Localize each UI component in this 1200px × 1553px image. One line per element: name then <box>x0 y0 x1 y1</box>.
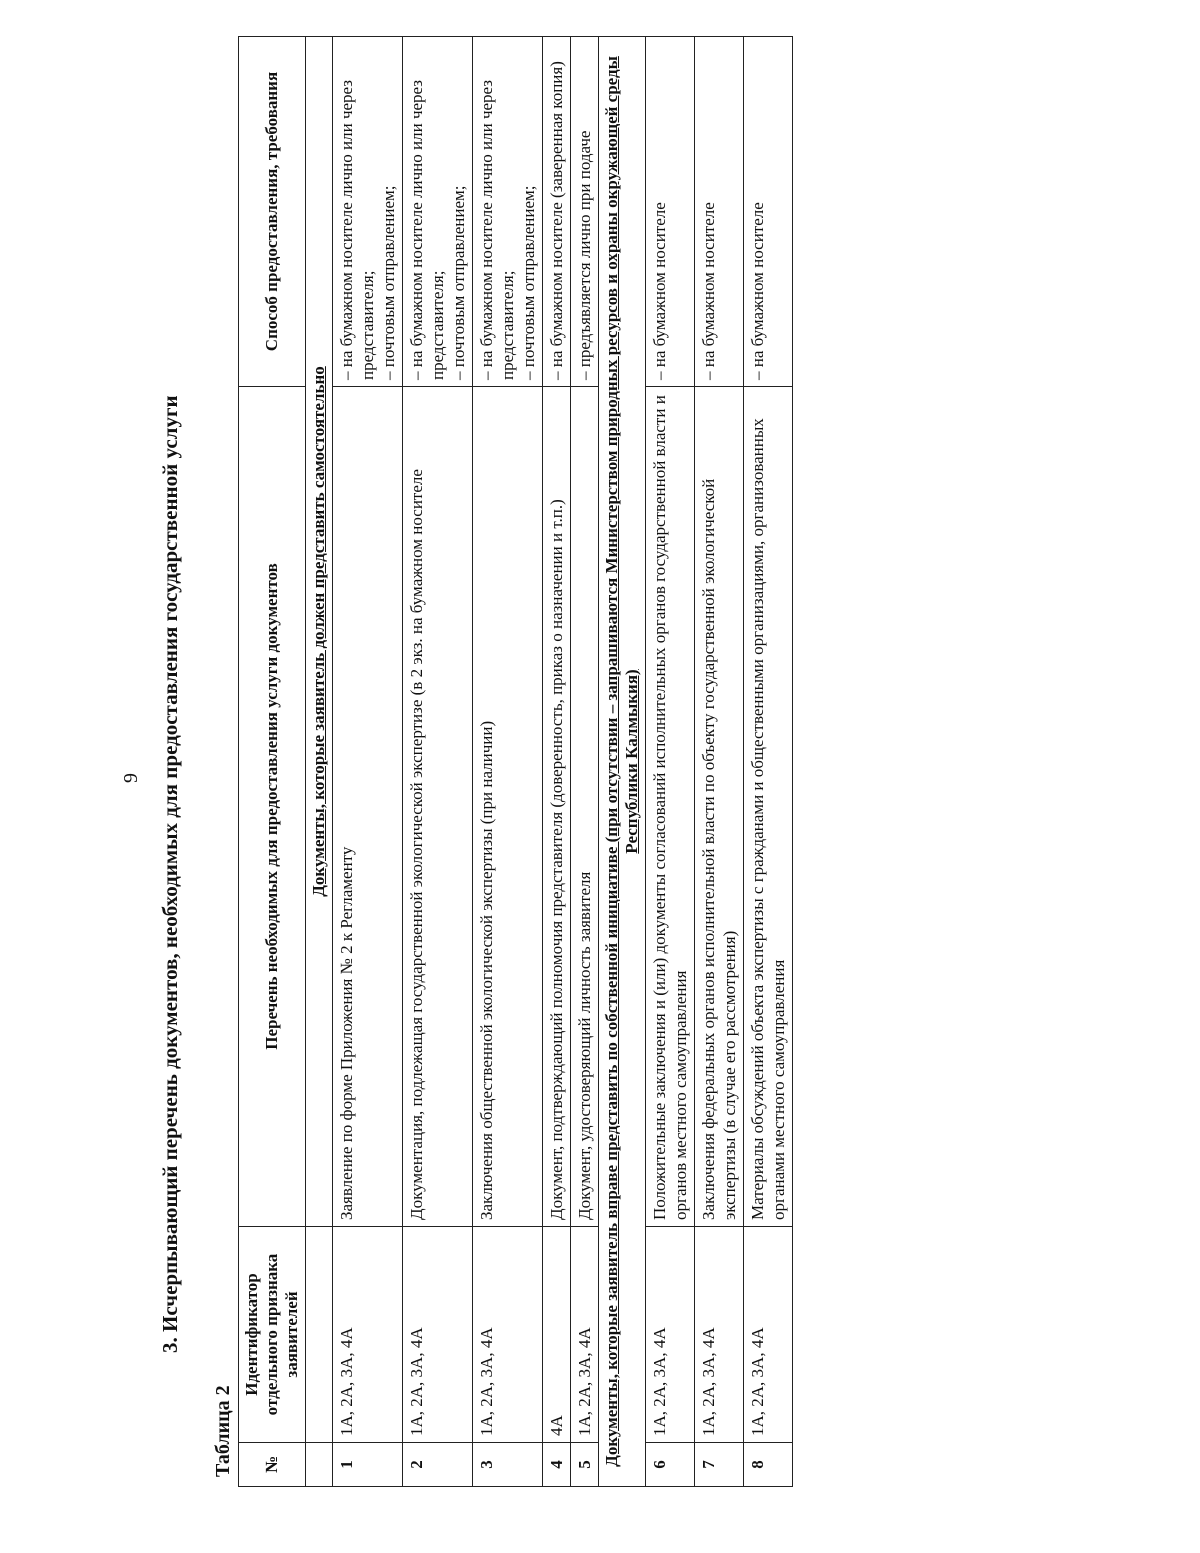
applicant-id-cell: 1А, 2А, 3А, 4А <box>473 1227 543 1443</box>
document-cell: Заявление по форме Приложения № 2 к Регламенту <box>333 387 403 1227</box>
row-number: 4 <box>543 1443 571 1487</box>
method-line: – почтовым отправлением; <box>379 185 398 380</box>
method-cell <box>543 37 571 387</box>
document-cell: Положительные заключения и (или) документы согласований исполнительных органов государственной власти и органов местного самоуправления <box>646 387 695 1227</box>
document-cell: Заключения общественной экологической экспертизы (при наличии) <box>473 387 543 1227</box>
method-line: – на бумажном носителе <box>650 202 669 380</box>
column-header-number: № <box>239 1443 306 1487</box>
document-cell: Документ, удостоверяющий личность заявителя <box>571 387 599 1227</box>
table-caption: Таблица 2 <box>212 1385 234 1477</box>
table-row <box>744 37 793 1487</box>
table-row <box>333 37 403 1487</box>
method-line: – почтовым отправлением; <box>519 185 538 380</box>
table-row <box>473 37 543 1487</box>
method-cell <box>473 37 543 387</box>
row-number: 1 <box>333 1443 403 1487</box>
method-line: – на бумажном носителе лично или через представителя; <box>477 79 517 380</box>
row-number: 8 <box>744 1443 793 1487</box>
row-number: 5 <box>571 1443 599 1487</box>
section-blank-cell <box>306 1227 333 1443</box>
method-cell <box>333 37 403 387</box>
applicant-id-cell: 1А, 2А, 3А, 4А <box>333 1227 403 1443</box>
method-line: – на бумажном носителе лично или через представителя; <box>337 79 377 380</box>
section-header-row <box>599 37 646 1487</box>
applicant-id-cell: 1А, 2А, 3А, 4А <box>695 1227 744 1443</box>
method-cell <box>695 37 744 387</box>
column-header-applicant-id: Идентификатор отдельного признака заявителей <box>239 1227 306 1443</box>
table-row <box>403 37 473 1487</box>
document-cell: Материалы обсуждений объекта экспертизы с гражданами и общественными организациями, организованных органами местного самоуправления <box>744 387 793 1227</box>
row-number: 3 <box>473 1443 543 1487</box>
row-number: 2 <box>403 1443 473 1487</box>
section-header-row <box>306 37 333 1487</box>
page-number: 9 <box>120 773 142 783</box>
row-number: 6 <box>646 1443 695 1487</box>
row-number: 7 <box>695 1443 744 1487</box>
table-header-row <box>239 37 306 1487</box>
documents-table <box>238 36 793 1487</box>
applicant-id-cell: 1А, 2А, 3А, 4А <box>403 1227 473 1443</box>
method-cell <box>403 37 473 387</box>
applicant-id-cell: 1А, 2А, 3А, 4А <box>744 1227 793 1443</box>
method-cell <box>571 37 599 387</box>
method-line: – на бумажном носителе (заверенная копия) <box>547 61 566 380</box>
method-line: – на бумажном носителе <box>699 202 718 380</box>
method-line: – на бумажном носителе <box>748 202 767 380</box>
document-cell: Документация, подлежащая государственной экологической экспертизе (в 2 экз. на бумажном носителе <box>403 387 473 1227</box>
document-cell: Заключения федеральных органов исполнительной власти по объекту государственной экологической экспертизы (в случае его рассмотрения) <box>695 387 744 1227</box>
applicant-id-cell: 1А, 2А, 3А, 4А <box>646 1227 695 1443</box>
table-row <box>695 37 744 1487</box>
method-cell <box>646 37 695 387</box>
page-title: 3. Исчерпывающий перечень документов, необходимых для предоставления государственной услуги <box>158 395 182 1353</box>
section-blank-cell <box>306 1443 333 1487</box>
method-line: – предъявляется лично при подаче <box>575 130 594 380</box>
section-title-mandatory: Документы, которые заявитель должен представить самостоятельно <box>306 37 333 1227</box>
method-cell <box>744 37 793 387</box>
method-line: – на бумажном носителе лично или через представителя; <box>407 79 447 380</box>
column-header-method: Способ предоставления, требования <box>239 37 306 387</box>
applicant-id-cell: 4А <box>543 1227 571 1443</box>
table-row <box>543 37 571 1487</box>
applicant-id-cell: 1А, 2А, 3А, 4А <box>571 1227 599 1443</box>
table-row <box>571 37 599 1487</box>
document-cell: Документ, подтверждающий полномочия представителя (доверенность, приказ о назначении и т.п.) <box>543 387 571 1227</box>
table-row <box>646 37 695 1487</box>
method-line: – почтовым отправлением; <box>449 185 468 380</box>
section-title-optional: Документы, которые заявитель вправе представить по собственной инициативе (при отсутствии – запрашиваются Министерством природных ресурсов и охраны окружающей среды Республики Калмыкия) <box>599 37 646 1487</box>
column-header-documents: Перечень необходимых для предоставления услуги документов <box>239 387 306 1227</box>
